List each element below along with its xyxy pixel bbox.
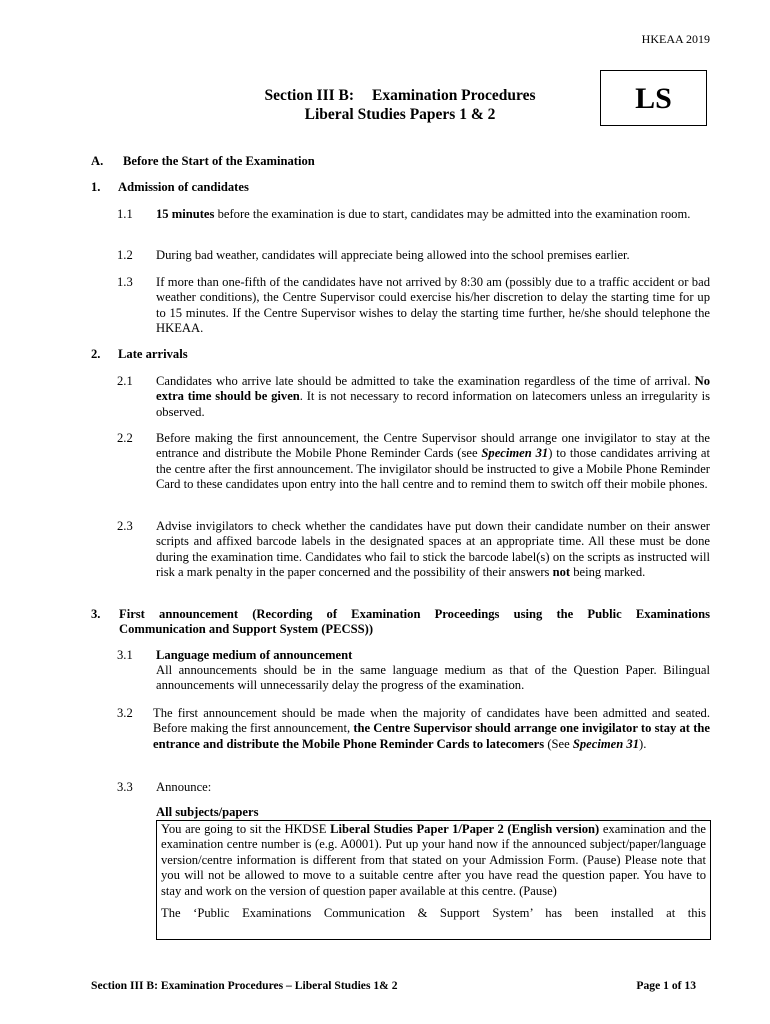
item-2-3-text [156, 519, 710, 581]
item-2-2-pre: Before making the first announcement, the Centre Supervisor should arrange one invigilator to stay at the entrance and distribute the Mobile Phone Reminder Cards (see [156, 431, 710, 461]
section-3-title-line2: Communication and Support System (PECSS)) [119, 622, 374, 636]
all-subjects-label: All subjects/papers [156, 805, 259, 819]
announcement-p1-post: examination and the examination centre number is (e.g. A0001). Put up your hand now if the announced subject/paper/language version/centre information is different from that stated on your Admission Form. (Pause) Please note that you will not be allowed to move to a suitable centre after you have read the question paper. You have to stay and work on the version of question paper available at this centre. (Pause) [161, 822, 707, 898]
item-1-2-text: During bad weather, candidates will appreciate being allowed into the school premises earlier. [156, 248, 630, 262]
item-2-1-bold: No extra time should be given [156, 374, 710, 404]
section-2-title: Late arrivals [118, 347, 188, 361]
item-3-2-specimen: Specimen 31 [572, 736, 639, 751]
item-3-2-number: 3.2 [117, 706, 133, 720]
section-2-number: 2. [91, 347, 101, 361]
item-3-2-bold: the Centre Supervisor should arrange one invigilator to stay at the entrance and distribute the Mobile Phone Reminder Cards to latecomers [153, 721, 710, 751]
item-1-3-number: 1.3 [117, 275, 133, 289]
section-a-number: A. [91, 154, 104, 168]
item-2-3-pre: Advise invigilators to check whether the candidates have put down their candidate number on their answer scripts and affixed barcode labels in the designated spaces at an appropriate time. All these must be done during the examination time. Candidates who fail to stick the barcode label(s) on the scripts as instructed will risk a mark penalty in the paper concerned and the possibility of their answers [156, 519, 710, 580]
item-2-2-text [156, 431, 710, 493]
item-2-2-number: 2.2 [117, 431, 133, 445]
announcement-p1-bold: Liberal Studies Paper 1/Paper 2 (English version) [330, 822, 600, 836]
footer-title: Section III B: Examination Procedures – Liberal Studies 1& 2 [91, 979, 398, 992]
item-1-2-number: 1.2 [117, 248, 133, 262]
subject-code-box: LS [600, 70, 707, 126]
item-3-1-text: All announcements should be in the same language medium as that of the Question Paper. Bilingual announcements will unnecessarily delay the progress of the examination. [156, 663, 710, 693]
section-1-title: Admission of candidates [118, 180, 249, 194]
item-2-1-text [156, 374, 710, 420]
item-3-2-pre: The first announcement should be made when the majority of candidates have been admitted and seated. Before making the first announcement, [153, 706, 710, 736]
item-3-2-mid: (See [544, 736, 573, 751]
announcement-paragraph-1 [161, 822, 706, 899]
item-3-2-text [153, 706, 710, 752]
page-number: Page 1 of 13 [636, 979, 696, 992]
item-2-2-specimen: Specimen 31 [481, 446, 549, 461]
item-3-2-post: ). [639, 736, 647, 751]
item-1-1-body: before the examination is due to start, candidates may be admitted into the examination room. [214, 207, 691, 221]
item-3-3-number: 3.3 [117, 780, 133, 794]
item-2-3-number: 2.3 [117, 519, 133, 533]
section-3-title-line1: First announcement (Recording of Examination Proceedings using the Public Examinations [119, 607, 710, 621]
page-title [150, 86, 650, 124]
header-code: HKEAA 2019 [641, 32, 710, 46]
section-1-number: 1. [91, 180, 101, 194]
title-subtitle: Liberal Studies Papers 1 & 2 [304, 106, 496, 123]
section-3-number: 3. [91, 607, 101, 621]
item-1-1-number: 1.1 [117, 207, 133, 221]
section-a-title: Before the Start of the Examination [123, 154, 315, 168]
announcement-box [156, 820, 711, 940]
item-1-1-bold: 15 minutes [156, 207, 215, 221]
item-2-1-pre: Candidates who arrive late should be admitted to take the examination regardless of the time of arrival. [156, 374, 695, 388]
item-1-1-text [156, 207, 710, 222]
announcement-p1-pre: You are going to sit the HKDSE [161, 822, 331, 836]
item-2-3-post: being marked. [570, 565, 646, 580]
title-heading: Examination Procedures [372, 87, 536, 104]
item-2-1-number: 2.1 [117, 374, 133, 388]
item-2-3-bold: not [552, 565, 571, 580]
item-1-3-text: If more than one-fifth of the candidates have not arrived by 8:30 am (possibly due to a traffic accident or bad weather conditions), the Centre Supervisor could exercise his/her discretion to delay the starting time for up to 15 minutes. If the Centre Supervisor wishes to delay the starting time further, he/she should telephone the HKEAA. [156, 275, 710, 336]
title-section: Section III B: [264, 87, 355, 104]
announcement-paragraph-2: The ‘Public Examinations Communication & Support System’ has been installed at this [161, 906, 706, 921]
item-2-2-post: ) to those candidates arriving at the centre after the first announcement. The invigilator should be instructed to give a Mobile Phone Reminder Card to these candidates upon entry into the hall centre and to remind them to switch off their mobile phones. [156, 446, 710, 492]
item-3-1-title: Language medium of announcement [156, 648, 353, 662]
item-3-1-number: 3.1 [117, 648, 133, 662]
item-3-3-text: Announce: [156, 780, 212, 794]
item-2-1-post: . It is not necessary to record information on latecomers unless an irregularity is observed. [156, 389, 710, 419]
